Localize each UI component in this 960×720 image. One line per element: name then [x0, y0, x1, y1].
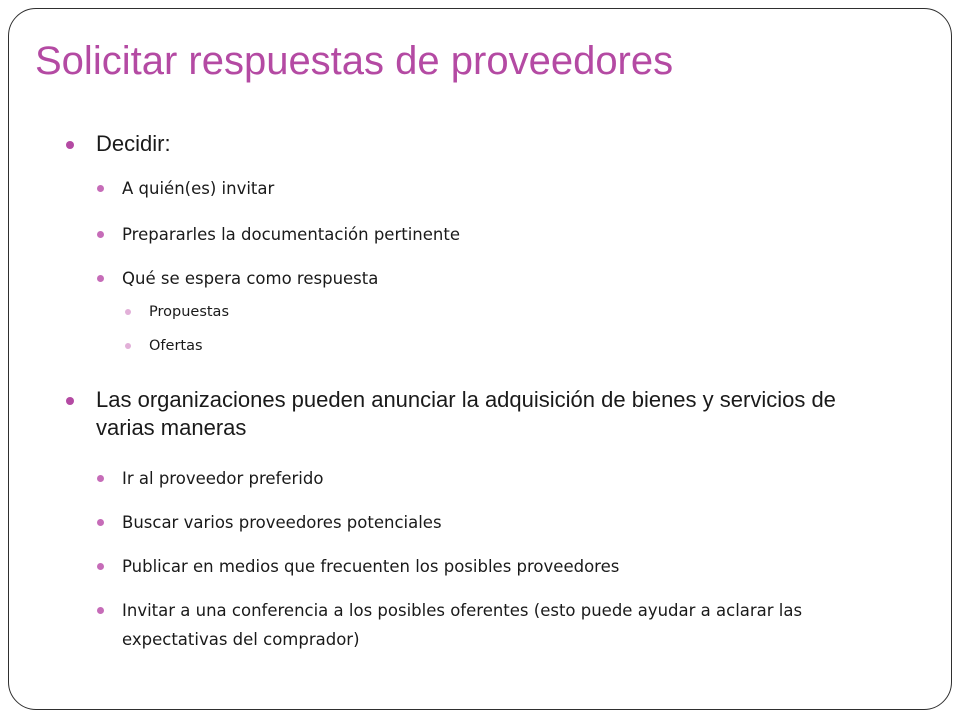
sub-sub-bullet-text: Ofertas: [149, 338, 203, 354]
sub-sub-bullet-propuestas: [149, 302, 849, 322]
bullet-dot-icon: [97, 563, 104, 570]
sub-bullet-text: Qué se espera como respuesta: [122, 269, 379, 288]
sub-bullet-text: Buscar varios proveedores potenciales: [122, 513, 442, 532]
sub-bullet-text: Prepararles la documentación pertinente: [122, 225, 460, 244]
bullet-dot-icon: [66, 141, 74, 149]
sub-bullet-que-se-espera: [122, 264, 897, 293]
bullet-dot-icon: [97, 275, 104, 282]
sub-bullet-text: A quién(es) invitar: [122, 179, 275, 198]
bullet-organizaciones-anunciar: [96, 386, 896, 442]
bullet-dot-icon: [125, 343, 131, 349]
sub-bullet-a-quien-invitar: [122, 174, 897, 203]
bullet-dot-icon: [97, 475, 104, 482]
bullet-dot-icon: [97, 231, 104, 238]
sub-bullet-proveedor-preferido: [122, 464, 897, 493]
sub-bullet-text: Publicar en medios que frecuenten los posibles proveedores: [122, 557, 620, 576]
sub-bullet-text: Ir al proveedor preferido: [122, 469, 324, 488]
sub-bullet-buscar-proveedores: [122, 508, 897, 537]
bullet-dot-icon: [97, 607, 104, 614]
sub-bullet-text: Invitar a una conferencia a los posibles oferentes (esto puede ayudar a aclarar las expectativas del comprador): [122, 601, 803, 649]
bullet-dot-icon: [66, 397, 74, 405]
slide-title: Solicitar respuestas de proveedores: [35, 39, 674, 83]
bullet-text: Las organizaciones pueden anunciar la adquisición de bienes y servicios de varias maneras: [96, 387, 836, 440]
bullet-text: Decidir:: [96, 131, 171, 156]
bullet-dot-icon: [97, 185, 104, 192]
bullet-dot-icon: [97, 519, 104, 526]
sub-bullet-prepararles-documentacion: [122, 220, 897, 249]
bullet-decidir: [96, 130, 896, 158]
sub-bullet-publicar-medios: [122, 552, 897, 581]
sub-bullet-invitar-conferencia: [122, 596, 897, 654]
bullet-dot-icon: [125, 309, 131, 315]
sub-sub-bullet-ofertas: [149, 336, 849, 356]
sub-sub-bullet-text: Propuestas: [149, 304, 229, 320]
